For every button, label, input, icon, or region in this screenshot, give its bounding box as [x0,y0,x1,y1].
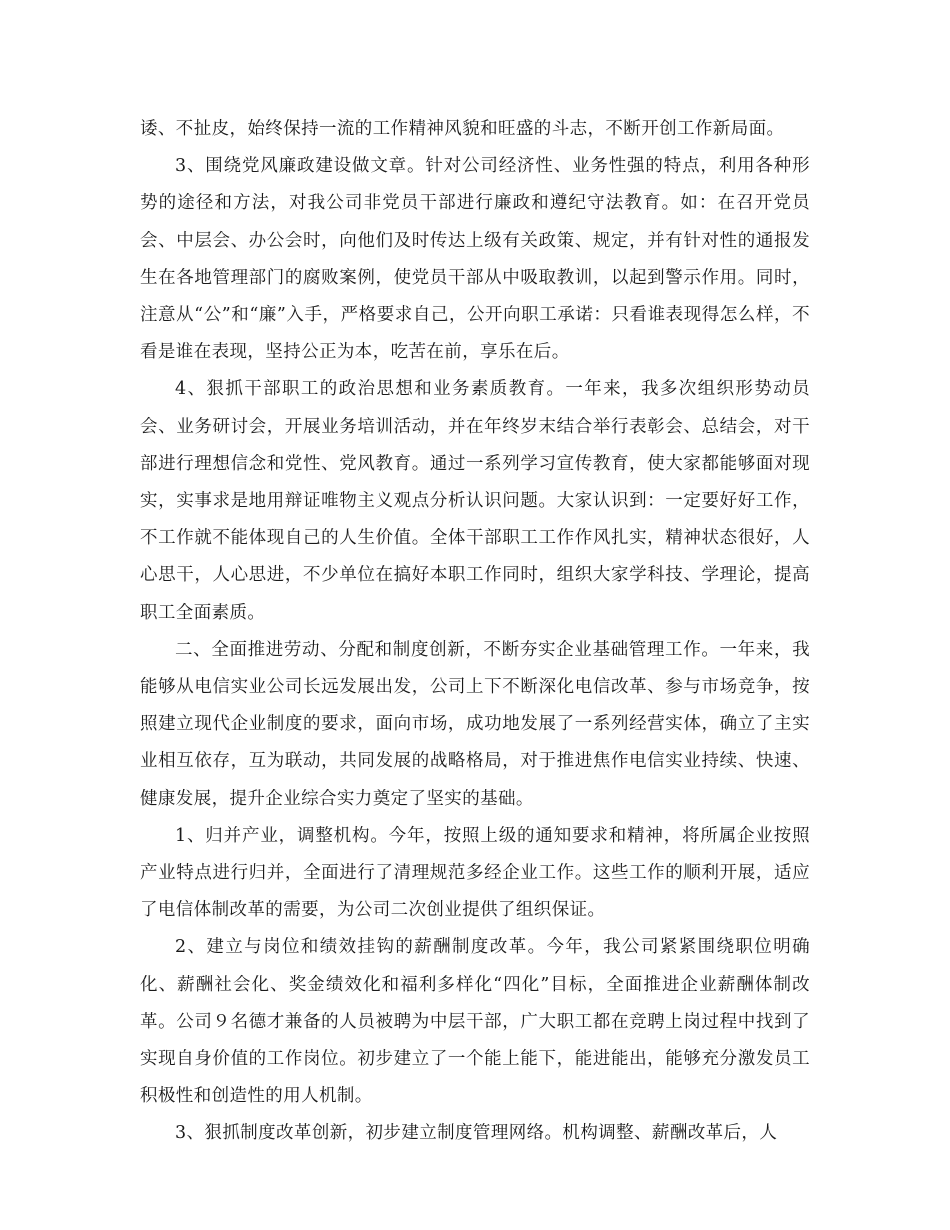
paragraph: 2、建立与岗位和绩效挂钩的薪酬制度改革。今年，我公司紧紧围绕职位明确化、薪酬社会化、奖金绩效化和福利多样化“四化”目标，全面推进企业薪酬体制改革。公司９名德才兼备的人员被聘为中层干部，广大职工都在竞聘上岗过程中找到了实现自身价值的工作岗位。初步建立了一个能上能下，能进能出，能够充分激发员工积极性和创造性的用人机制。 [140,937,810,1107]
paragraph: 二、全面推进劳动、分配和制度创新，不断夯实企业基础管理工作。一年来，我能够从电信实业公司长远发展出发，公司上下不断深化电信改革、参与市场竞争，按照建立现代企业制度的要求，面向市场，成功地发展了一系列经营实体，确立了主实业相互依存，互为联动，共同发展的战略格局，对于推进焦作电信实业持续、快速、健康发展，提升企业综合实力奠定了坚实的基础。 [140,639,810,809]
paragraph: 1、归并产业，调整机构。今年，按照上级的通知要求和精神，将所属企业按照产业特点进行归并，全面进行了清理规范多经企业工作。这些工作的顺利开展，适应了电信体制改革的需要，为公司二次创业提供了组织保证。 [140,825,810,921]
paragraph: 4、狠抓干部职工的政治思想和业务素质教育。一年来，我多次组织形势动员会、业务研讨会，开展业务培训活动，并在年终岁末结合举行表彰会、总结会，对干部进行理想信念和党性、党风教育。通过一系列学习宣传教育，使大家都能够面对现实，实事求是地用辩证唯物主义观点分析认识问题。大家认识到：一定要好好工作，不工作就不能体现自己的人生价值。全体干部职工工作作风扎实，精神状态很好，人心思干，人心思进，不少单位在搞好本职工作同时，组织大家学科技、学理论，提高职工全面素质。 [140,379,810,623]
paragraph: 诿、不扯皮，始终保持一流的工作精神风貌和旺盛的斗志，不断开创工作新局面。 [140,119,785,139]
paragraph: 3、围绕党风廉政建设做文章。针对公司经济性、业务性强的特点，利用各种形势的途径和方法，对我公司非党员干部进行廉政和遵纪守法教育。如：在召开党员会、中层会、办公会时，向他们及时传达上级有关政策、规定，并有针对性的通报发生在各地管理部门的腐败案例，使党员干部从中吸取教训，以起到警示作用。同时，注意从“公”和“廉”入手，严格要求自己，公开向职工承诺：只看谁表现得怎么样，不看是谁在表现，坚持公正为本，吃苦在前，享乐在后。 [140,156,810,363]
body-text [140,111,810,1153]
paragraph: 3、狠抓制度改革创新，初步建立制度管理网络。机构调整、薪酬改革后，人 [175,1123,778,1144]
